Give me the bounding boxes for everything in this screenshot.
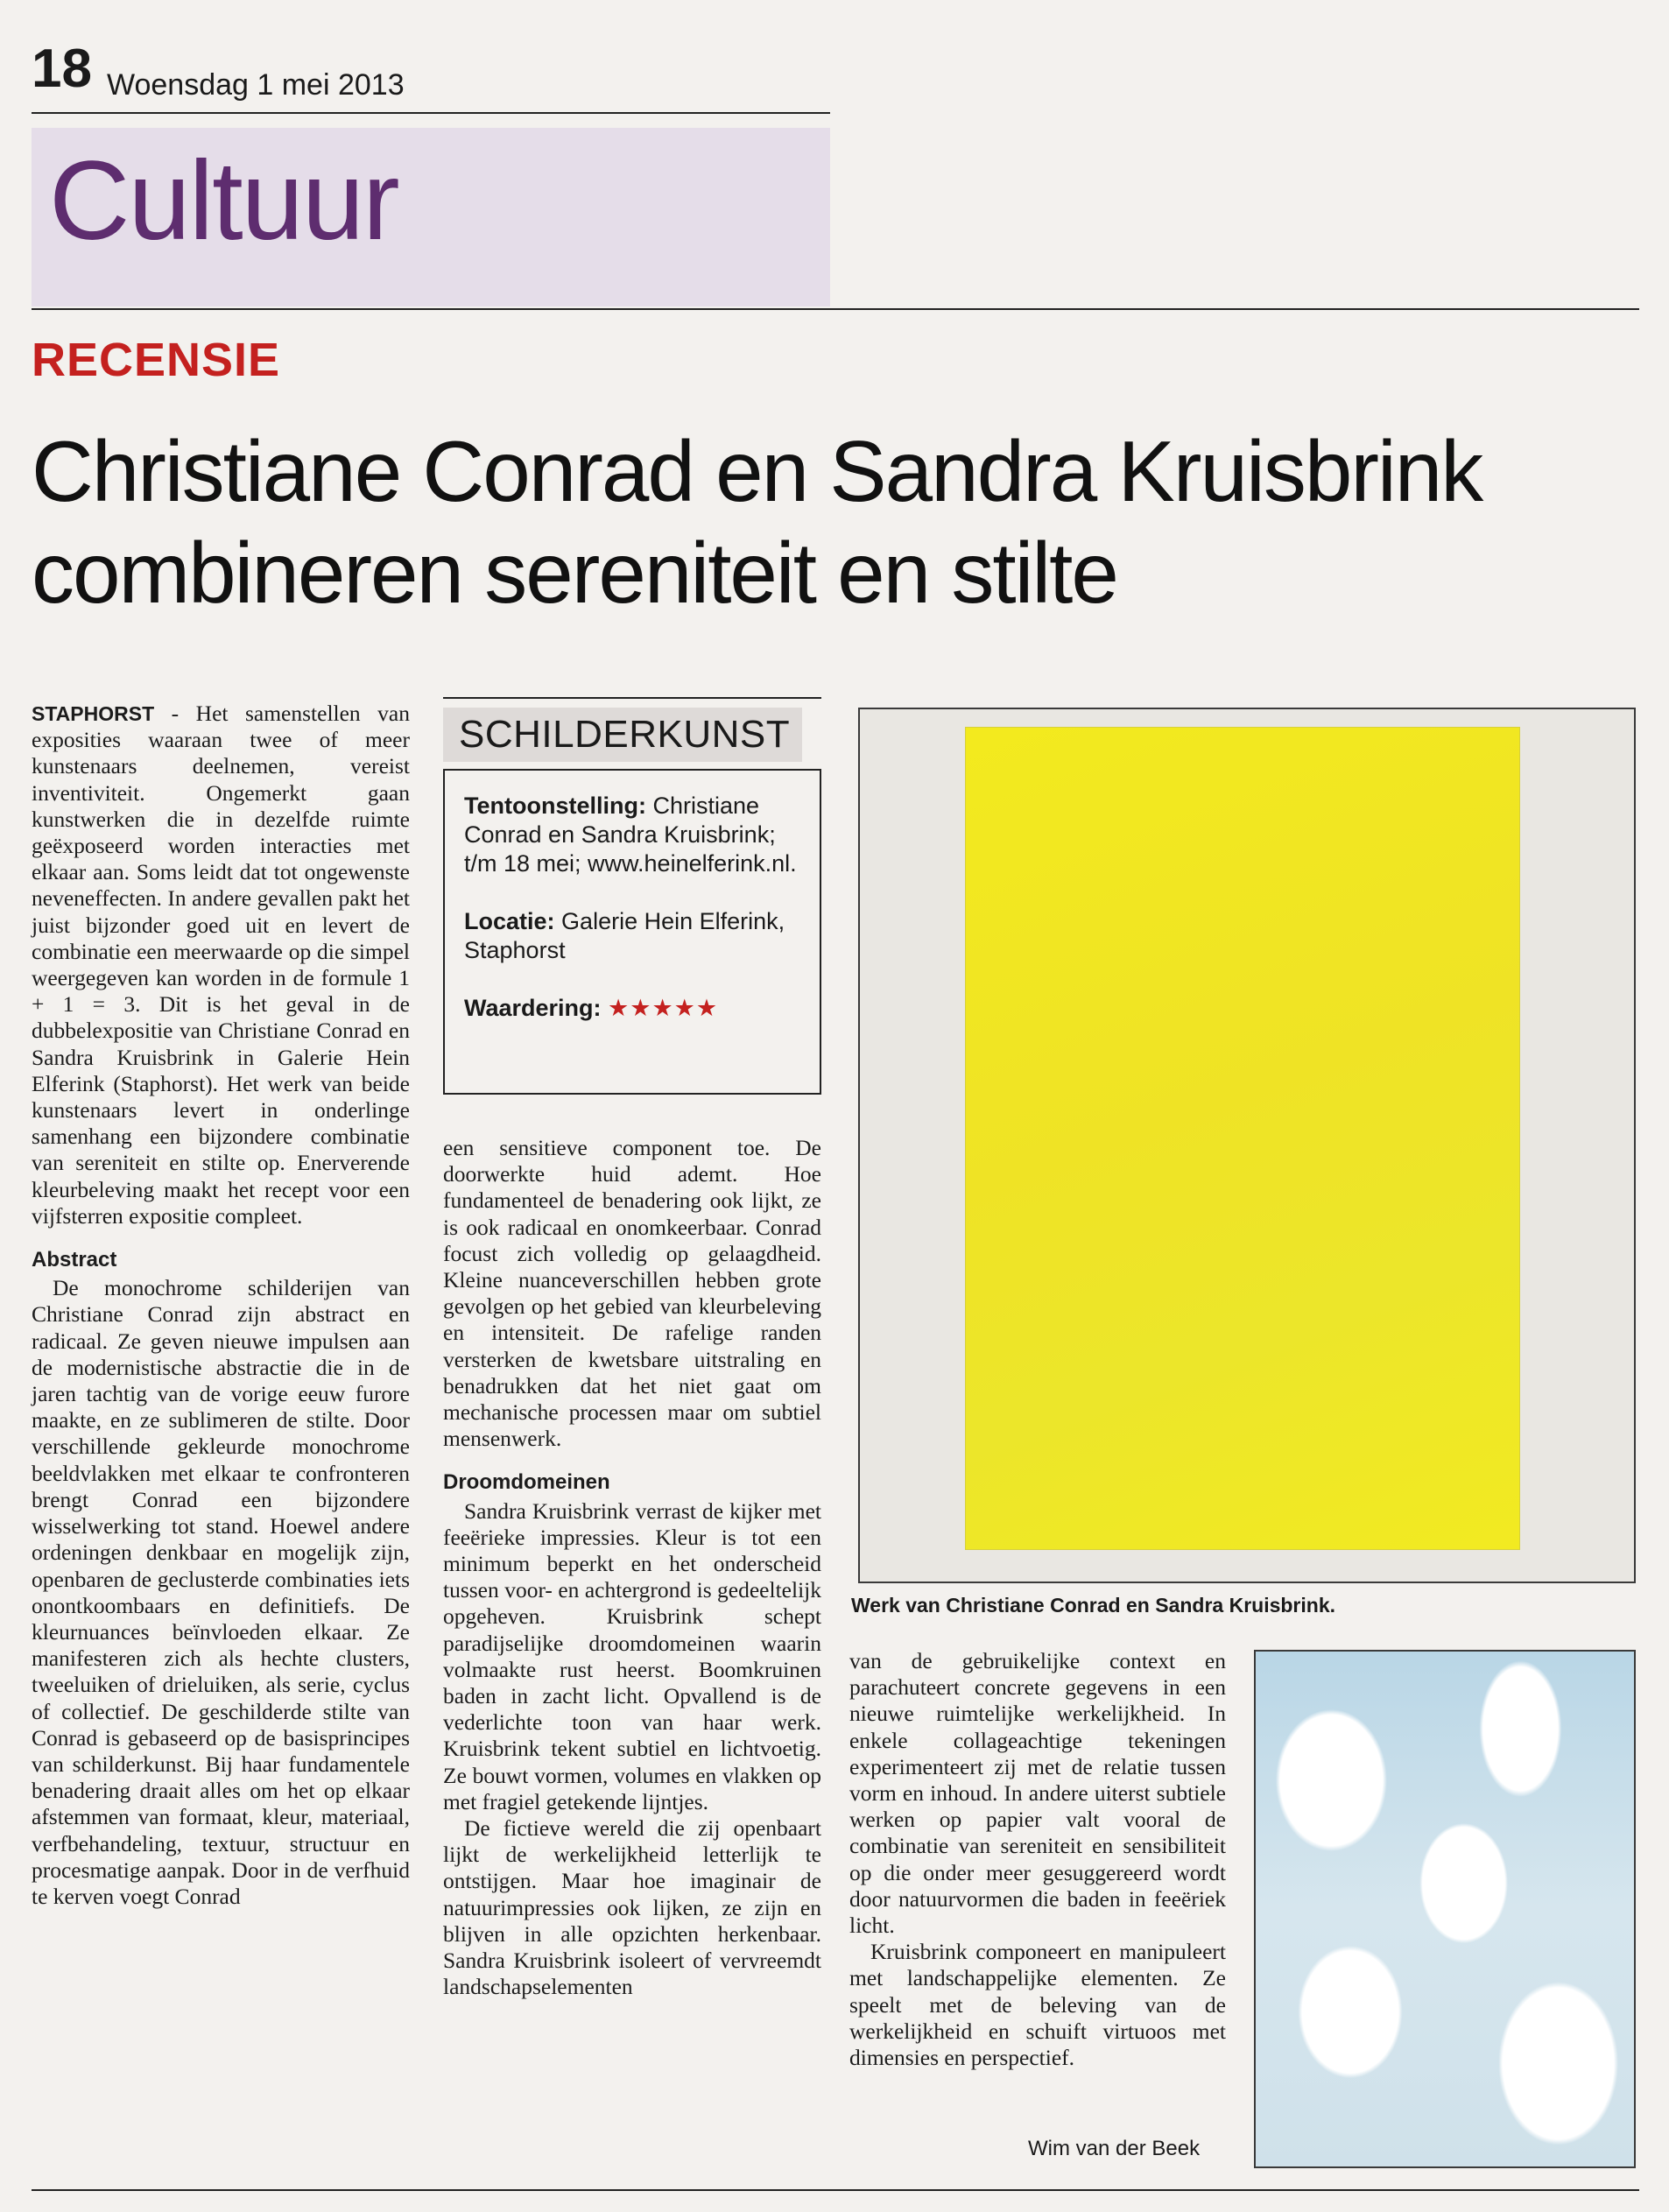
- exhibition-infobox: [443, 769, 821, 1095]
- article-column-2: [443, 1135, 821, 2001]
- location-info: [464, 907, 800, 965]
- rating-info: [464, 994, 800, 1023]
- droom-paragraph-1: Sandra Kruisbrink verrast de kijker met feeërieke impressies. Kleur is tot een minimum beperkt en het onderscheid tussen voor- en achtergrond is gedeeltelijk opgeheven. Kruisbrink schept paradijselijke droomdomeinen waarin volmaakte rust heerst. Boomkruinen baden in zacht licht. Opvallend is de vederlichte toon van haar werk. Kruisbrink tekent subtiel en lichtvoetig. Ze bouwt vormen, volumes en vlakken op met fragiel getekende lijntjes.: [443, 1497, 821, 1814]
- byline: Wim van der Beek: [1028, 2137, 1201, 2160]
- location-label: Locatie:: [464, 908, 555, 934]
- exhibition-text: Christiane Conrad en Sandra Kruisbrink; t/m 18 mei; www.heinelferink.nl.: [464, 793, 797, 877]
- lead-text: - Het samenstellen van exposities waaraan twee of meer kunstenaars deelnemen, vereist inventiviteit. Ongemerkt gaan kunstwerken die in dezelfde ruimte geëxposeerd worden interacties met elkaar aan. Soms leidt dat tot ongewenste neveneffecten. In andere gevallen pakt het juist bijzonder goed uit en levert de combinatie een meerwaarde op die simpel weergegeven kan worden in de formule 1 + 1 = 3. Dit is het geval in de dubbelexpositie van Christiane Conrad en Sandra Kruisbrink in Galerie Hein Elferink (Staphorst). Het werk van beide kunstenaars levert in onderlinge samenhang een bijzondere combinatie van sereniteit en stilte op. Enerverende kleurbeleving maakt het recept voor een vijfsterren expositie compleet.: [32, 701, 411, 1229]
- rating-stars: ★★★★★: [608, 995, 719, 1021]
- article-column-3: [849, 1648, 1226, 2071]
- col2-paragraph: een sensitieve component toe. De doorwerkte huid ademt. Hoe fundamenteel de benadering ook lijkt, ze is ook radicaal en onomkeerbaar. Conrad focust zich volledig op gelaagdheid. Kleine nuanceverschillen hebben grote gevolgen op het gebied van kleurbeleving en intensiteit. De rafelige randen versterken de kwetsbare uitstraling en benadrukken dat het niet gaat om mechanische processen maar om subtiel mensenwerk.: [443, 1135, 821, 1452]
- location-text: Galerie Hein Elferink, Staphorst: [464, 908, 785, 963]
- landscape-drawing-image: [1254, 1650, 1636, 2168]
- abstract-paragraph: De monochrome schilderijen van Christiane Conrad zijn abstract en radicaal. Ze geven nieuwe impulsen aan de modernistische abstractie die in de jaren tachtig van de vorige eeuw furore maakte, en ze sublimeren de stilte. Door verschillende gekleurde monochrome beeldvlakken met elkaar te confronteren brengt Conrad een bijzondere wisselwerking tot stand. Hoewel andere ordeningen denkbaar en mogelijk zijn, openbaren de geclusterde combinaties iets onontkoombaars en definitiefs. De kleurnuances beïnvloeden elkaar. Ze manifesteren zich als hechte clusters, tweeluiken of drieluiken, als serie, cyclus of collectief. De geschilderde stilte van Conrad is gebaseerd op de basisprincipes van schilderkunst. Bij haar fundamentele benadering draait alles om het op elkaar afstemmen van formaat, kleur, materiaal, verfbehandeling, textuur, structuur en procesmatige aanpak. Door in de verfhuid te kerven voegt Conrad: [32, 1275, 410, 1909]
- infobox-divider: [443, 697, 821, 699]
- exhibition-info: [464, 792, 800, 878]
- dateline: STAPHORST: [32, 702, 155, 725]
- col3-paragraph-2: Kruisbrink componeert en manipuleert met landschappelijke elementen. Ze speelt met de beleving van de werkelijkheid en schuift virtuoos met dimensies en perspectief.: [849, 1939, 1226, 2071]
- issue-date: Woensdag 1 mei 2013: [107, 68, 405, 102]
- col3-paragraph-1: van de gebruikelijke context en parachuteert concrete gegevens in een nieuwe ruimtelijke werkelijkheid. In enkele collageachtige tekeningen experimenteert zij met de relatie tussen vorm en inhoud. In andere uiterst subtiele werken op papier valt vooral de combinatie van sereniteit en sensibiliteit op die onder meer gesuggereerd wordt door natuurvormen die baden in feeëriek licht.: [849, 1648, 1226, 1939]
- section-title: Cultuur: [49, 138, 398, 264]
- section-divider: [32, 308, 1639, 310]
- lead-paragraph: [32, 701, 410, 1229]
- page-number: 18: [32, 39, 92, 99]
- subhead-abstract: Abstract: [32, 1248, 117, 1272]
- yellow-painting-image: [965, 727, 1520, 1550]
- photo-caption: Werk van Christiane Conrad en Sandra Kruisbrink.: [851, 1594, 1335, 1617]
- footer-divider: [32, 2189, 1639, 2191]
- subhead-droomdomeinen: Droomdomeinen: [443, 1470, 610, 1495]
- exhibition-label: Tentoonstelling:: [464, 793, 646, 819]
- article-headline: Christiane Conrad en Sandra Kruisbrink combineren sereniteit en stilte: [32, 423, 1482, 621]
- article-kicker: RECENSIE: [32, 334, 281, 386]
- infobox-tag: SCHILDERKUNST: [443, 708, 802, 762]
- rating-label: Waardering:: [464, 995, 602, 1021]
- droom-paragraph-2: De fictieve wereld die zij openbaart lijkt de werkelijkheid letterlijk te ontstijgen. Maar hoe imaginair de natuurimpressies ook lijken, ze zijn en blijven in alle opzichten herkenbaar. Sandra Kruisbrink isoleert of vervreemdt landschapselementen: [443, 1815, 821, 2000]
- article-column-1: [32, 701, 410, 1910]
- header-divider: [32, 112, 830, 114]
